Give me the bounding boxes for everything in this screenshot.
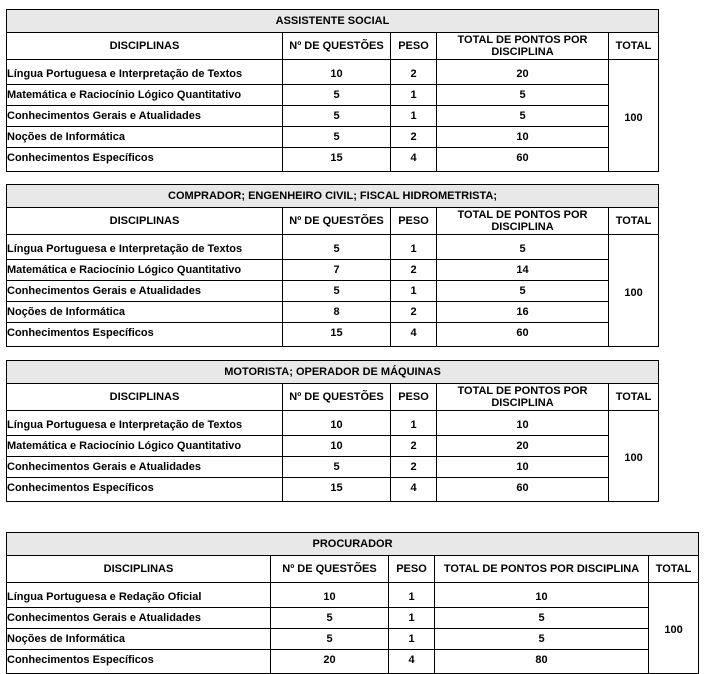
points-value: 5	[437, 85, 609, 106]
table-title: COMPRADOR; ENGENHEIRO CIVIL; FISCAL HIDROMETRISTA;	[7, 185, 659, 208]
points-value: 60	[437, 478, 609, 502]
table-title: ASSISTENTE SOCIAL	[7, 10, 659, 33]
question-count: 15	[283, 478, 391, 502]
weight-value: 2	[391, 302, 437, 323]
weight-value: 1	[389, 608, 435, 629]
points-value: 10	[435, 583, 649, 608]
discipline-name: Noções de Informática	[7, 629, 271, 650]
question-count: 5	[271, 629, 389, 650]
weight-value: 2	[391, 127, 437, 148]
question-count: 10	[283, 436, 391, 457]
discipline-name: Conhecimentos Específicos	[7, 650, 271, 674]
points-value: 60	[437, 323, 609, 347]
table-row	[7, 302, 659, 323]
table-row	[7, 127, 659, 148]
points-value: 5	[437, 281, 609, 302]
points-value: 60	[437, 148, 609, 172]
table-row	[7, 148, 659, 172]
table-row	[7, 478, 659, 502]
discipline-name: Matemática e Raciocínio Lógico Quantitativo	[7, 260, 283, 281]
column-header: DISCIPLINAS	[7, 33, 283, 60]
total-points: 100	[649, 583, 699, 674]
table-row	[7, 260, 659, 281]
question-count: 15	[283, 148, 391, 172]
weight-value: 2	[391, 436, 437, 457]
discipline-name: Língua Portuguesa e Interpretação de Textos	[7, 60, 283, 85]
column-header: Nº DE QUESTÕES	[283, 384, 391, 411]
question-count: 10	[283, 411, 391, 436]
column-header: TOTAL	[609, 384, 659, 411]
weight-value: 2	[391, 260, 437, 281]
question-count: 20	[271, 650, 389, 674]
points-value: 10	[437, 411, 609, 436]
question-count: 5	[283, 235, 391, 260]
column-header: TOTAL DE PONTOS POR DISCIPLINA	[435, 556, 649, 583]
discipline-name: Noções de Informática	[7, 127, 283, 148]
column-header: TOTAL	[609, 33, 659, 60]
column-header: DISCIPLINAS	[7, 208, 283, 235]
weight-value: 4	[391, 148, 437, 172]
total-points: 100	[609, 235, 659, 347]
weight-value: 1	[391, 411, 437, 436]
points-value: 10	[437, 457, 609, 478]
weight-value: 2	[391, 457, 437, 478]
question-count: 10	[271, 583, 389, 608]
score-table	[6, 532, 699, 674]
column-header: TOTAL	[609, 208, 659, 235]
discipline-name: Matemática e Raciocínio Lógico Quantitativo	[7, 85, 283, 106]
discipline-name: Conhecimentos Gerais e Atualidades	[7, 608, 271, 629]
total-points: 100	[609, 411, 659, 502]
weight-value: 1	[391, 281, 437, 302]
column-header: TOTAL DE PONTOS POR DISCIPLINA	[437, 208, 609, 235]
table-row	[7, 629, 699, 650]
discipline-name: Conhecimentos Gerais e Atualidades	[7, 281, 283, 302]
column-header: TOTAL DE PONTOS POR DISCIPLINA	[437, 384, 609, 411]
column-header: Nº DE QUESTÕES	[283, 208, 391, 235]
column-header: DISCIPLINAS	[7, 556, 271, 583]
table-row	[7, 608, 699, 629]
discipline-name: Matemática e Raciocínio Lógico Quantitativo	[7, 436, 283, 457]
points-value: 20	[437, 60, 609, 85]
column-header: TOTAL DE PONTOS POR DISCIPLINA	[437, 33, 609, 60]
score-table	[6, 360, 659, 502]
total-points: 100	[609, 60, 659, 172]
discipline-name: Conhecimentos Gerais e Atualidades	[7, 106, 283, 127]
column-header: PESO	[389, 556, 435, 583]
question-count: 5	[283, 281, 391, 302]
question-count: 7	[283, 260, 391, 281]
column-header: Nº DE QUESTÕES	[271, 556, 389, 583]
discipline-name: Língua Portuguesa e Redação Oficial	[7, 583, 271, 608]
table-row	[7, 106, 659, 127]
question-count: 10	[283, 60, 391, 85]
weight-value: 1	[389, 629, 435, 650]
column-header: PESO	[391, 208, 437, 235]
column-header: Nº DE QUESTÕES	[283, 33, 391, 60]
points-value: 5	[435, 608, 649, 629]
column-header: PESO	[391, 384, 437, 411]
points-value: 80	[435, 650, 649, 674]
points-value: 20	[437, 436, 609, 457]
discipline-name: Conhecimentos Específicos	[7, 478, 283, 502]
discipline-name: Língua Portuguesa e Interpretação de Textos	[7, 235, 283, 260]
question-count: 5	[283, 457, 391, 478]
table-row	[7, 281, 659, 302]
question-count: 5	[283, 106, 391, 127]
table-row	[7, 411, 659, 436]
points-value: 16	[437, 302, 609, 323]
weight-value: 2	[391, 60, 437, 85]
points-value: 10	[437, 127, 609, 148]
score-table	[6, 9, 659, 172]
table-row	[7, 235, 659, 260]
weight-value: 4	[389, 650, 435, 674]
score-table	[6, 184, 659, 347]
table-row	[7, 60, 659, 85]
weight-value: 4	[391, 323, 437, 347]
points-value: 14	[437, 260, 609, 281]
weight-value: 1	[389, 583, 435, 608]
weight-value: 4	[391, 478, 437, 502]
discipline-name: Noções de Informática	[7, 302, 283, 323]
table-title: MOTORISTA; OPERADOR DE MÁQUINAS	[7, 361, 659, 384]
discipline-name: Conhecimentos Específicos	[7, 148, 283, 172]
points-value: 5	[437, 106, 609, 127]
question-count: 8	[283, 302, 391, 323]
question-count: 5	[283, 85, 391, 106]
table-row	[7, 457, 659, 478]
table-row	[7, 583, 699, 608]
column-header: PESO	[391, 33, 437, 60]
discipline-name: Conhecimentos Específicos	[7, 323, 283, 347]
column-header: DISCIPLINAS	[7, 384, 283, 411]
discipline-name: Conhecimentos Gerais e Atualidades	[7, 457, 283, 478]
discipline-name: Língua Portuguesa e Interpretação de Textos	[7, 411, 283, 436]
table-title: PROCURADOR	[7, 533, 699, 556]
points-value: 5	[437, 235, 609, 260]
question-count: 5	[283, 127, 391, 148]
table-row	[7, 650, 699, 674]
table-row	[7, 323, 659, 347]
question-count: 15	[283, 323, 391, 347]
question-count: 5	[271, 608, 389, 629]
weight-value: 1	[391, 85, 437, 106]
column-header: TOTAL	[649, 556, 699, 583]
weight-value: 1	[391, 235, 437, 260]
weight-value: 1	[391, 106, 437, 127]
table-row	[7, 85, 659, 106]
points-value: 5	[435, 629, 649, 650]
table-row	[7, 436, 659, 457]
